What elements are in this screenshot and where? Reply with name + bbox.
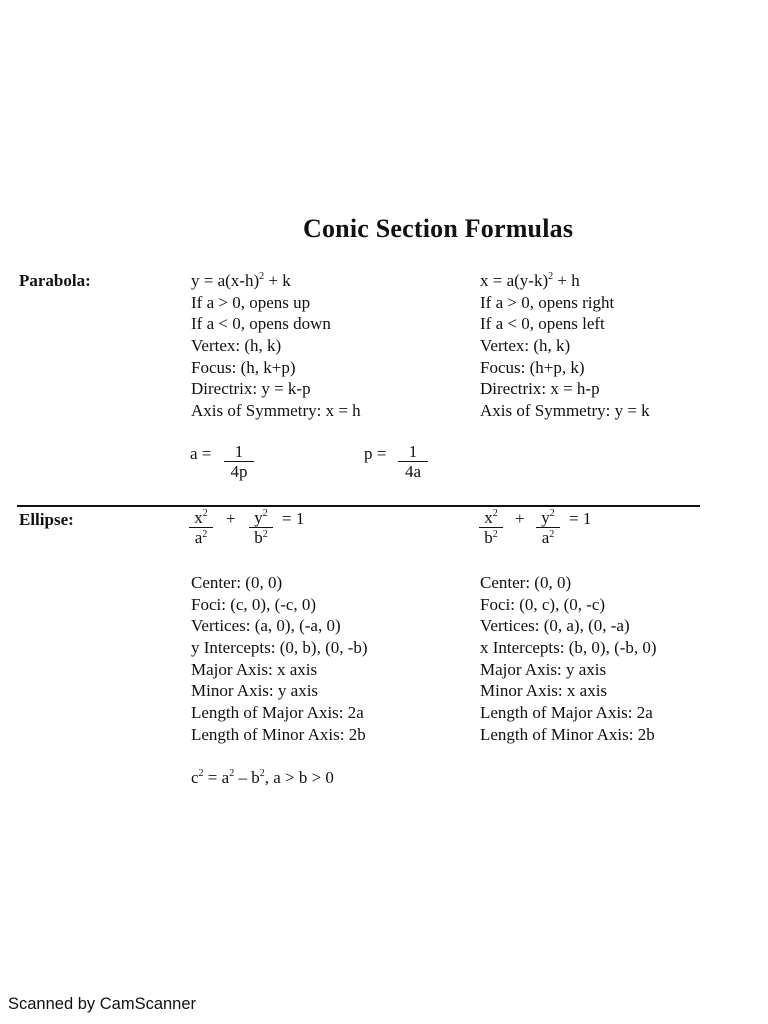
ellipse-right-line: Vertices: (0, a), (0, -a)	[480, 616, 630, 636]
ellipse-left-line: Foci: (c, 0), (-c, 0)	[191, 594, 317, 614]
parabola-left-line: Focus: (h, k+p)	[191, 357, 296, 377]
parabola-right-eq-main: x = a(y-k)	[480, 271, 549, 290]
page-title: Conic Section Formulas	[303, 214, 574, 243]
parabola-right-line: Axis of Symmetry: y = k	[480, 401, 650, 421]
ellipse-right-plus: +	[515, 509, 525, 528]
ellipse-right-line: x Intercepts: (b, 0), (-b, 0)	[480, 638, 657, 658]
ellipse-left-line: Center: (0, 0)	[191, 573, 283, 592]
exponent: 2	[549, 508, 555, 519]
exponent: 2	[202, 508, 208, 519]
ellipse-right-term1-num: x	[484, 508, 493, 527]
ellipse-left-line: Vertices: (a, 0), (-a, 0)	[191, 616, 341, 636]
a-formula-frac	[224, 442, 254, 481]
parabola-left-eq-tail: + k	[264, 271, 291, 290]
ellipse-right-line: Major Axis: y axis	[480, 659, 607, 679]
ellipse-left-plus: +	[226, 509, 236, 528]
ellipse-right-line: Length of Major Axis: 2a	[480, 703, 653, 723]
parabola-right-eq-exponent: 2	[548, 271, 554, 282]
ellipse-left-term1-num: x	[194, 508, 203, 527]
ellipse-relation: $c^2 = a^2 - b^2$, a > b > 0	[191, 768, 334, 788]
parabola-right-line: Focus: (h+p, k)	[480, 357, 585, 377]
exponent: 2	[262, 508, 268, 519]
parabola-right-line: Vertex: (h, k)	[480, 336, 571, 356]
exponent: 2	[202, 529, 208, 540]
parabola-right-column	[480, 270, 650, 422]
parabola-right-line: If a < 0, opens left	[480, 314, 605, 334]
parabola-left-line: Axis of Symmetry: x = h	[191, 401, 361, 421]
ellipse-left-term2	[249, 508, 273, 547]
parabola-left-eq-main: y = a(x-h)	[191, 271, 260, 290]
exponent: 2	[262, 529, 268, 540]
ellipse-right-line: Minor Axis: x axis	[480, 681, 608, 701]
parabola-right-equation	[480, 270, 650, 292]
exponent: 2	[492, 508, 498, 519]
a-formula-denominator: 4p	[230, 462, 248, 481]
ellipse-left-term2-num: y	[254, 508, 263, 527]
ellipse-right-column	[480, 572, 657, 746]
a-formula-numerator: 1	[234, 442, 244, 461]
ellipse-left-line: Length of Major Axis: 2a	[191, 703, 364, 723]
scanner-watermark: Scanned by CamScanner	[8, 995, 197, 1013]
parabola-right-eq-tail: + h	[553, 271, 580, 290]
exponent: 2	[549, 529, 555, 540]
ellipse-left-line: Minor Axis: y axis	[191, 681, 319, 701]
ellipse-right-equals: = 1	[569, 509, 592, 528]
ellipse-right-line: Length of Minor Axis: 2b	[480, 724, 655, 744]
p-formula-lhs: p =	[364, 444, 387, 463]
ellipse-left-line: Length of Minor Axis: 2b	[191, 724, 366, 744]
p-formula-frac	[398, 442, 428, 481]
parabola-left-line: If a > 0, opens up	[191, 292, 311, 312]
parabola-label: Parabola:	[19, 271, 91, 290]
ellipse-left-equals: = 1	[282, 509, 305, 528]
ellipse-left-term1	[189, 508, 213, 547]
ellipse-right-term1-den: b	[484, 528, 493, 547]
ellipse-left-term1-den: a	[194, 528, 203, 547]
ellipse-right-term2-num: y	[541, 508, 550, 527]
parabola-left-line: If a < 0, opens down	[191, 314, 331, 334]
p-formula-denominator: 4a	[404, 462, 422, 481]
ellipse-label: Ellipse:	[19, 510, 74, 529]
ellipse-right-line: Foci: (0, c), (0, -c)	[480, 594, 606, 614]
ellipse-right-term2-den: a	[541, 528, 550, 547]
ellipse-right-term2	[536, 508, 560, 547]
ellipse-right-term1	[479, 508, 503, 547]
parabola-right-line: Directrix: x = h-p	[480, 379, 600, 399]
parabola-left-column	[191, 270, 361, 422]
ellipse-left-column	[191, 572, 368, 789]
parabola-left-line: Directrix: y = k-p	[191, 379, 311, 399]
parabola-left-line: Vertex: (h, k)	[191, 336, 282, 356]
ellipse-left-line: y Intercepts: (0, b), (0, -b)	[191, 638, 368, 658]
p-formula-numerator: 1	[408, 442, 418, 461]
parabola-left-eq-exponent: 2	[259, 271, 265, 282]
parabola-left-equation	[191, 270, 361, 292]
ellipse-right-line: Center: (0, 0)	[480, 573, 572, 592]
ellipse-left-line: Major Axis: x axis	[191, 659, 318, 679]
a-formula-lhs: a =	[190, 444, 212, 463]
parabola-right-line: If a > 0, opens right	[480, 292, 615, 312]
ellipse-left-term2-den: b	[254, 528, 263, 547]
section-divider	[17, 505, 700, 507]
exponent: 2	[492, 529, 498, 540]
